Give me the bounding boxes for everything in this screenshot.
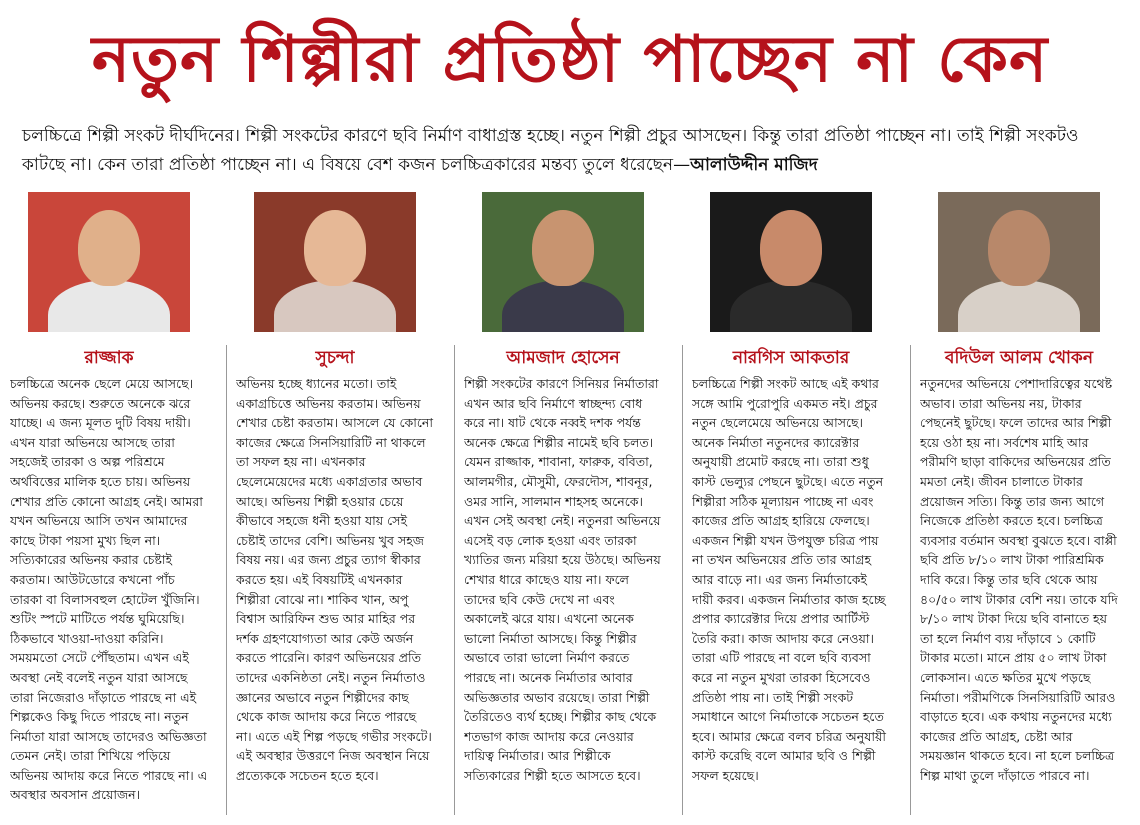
column-text: শিল্পী সংকটের কারণে সিনিয়র নির্মাতারা এখন আর ছবি নির্মাণে স্বাচ্ছন্দ্য বোধ করে না। ষাট থেকে নব্বই দশক পর্যন্ত অনেক ক্ষেত্রে শিল্পীর নামেই ছবি চলত। যেমন রাজ্জাক, শাবানা, ফারুক, ববিতা, আলমগীর, মৌসুমী, ফেরদৌস, শাবনূর, ওমর সানি, সালমান শাহসহ অনেকে। এখন সেই অবস্থা নেই। নতুনরা অভিনয়ে এসেই বড় লোক হওয়া এবং তারকা খ্যাতির জন্য মরিয়া হয়ে উঠছে। অভিনয় শেখার ধারে কাছেও যায় না। ফলে তাদের ছবি কেউ দেখে না এবং অকালেই ঝরে যায়। এখনো অনেক ভালো নির্মাতা আসছে। কিন্তু শিল্পীর অভাবে তারা ভালো নির্মাণ করতে পারছে না। অনেক নির্মাতার আবার অভিজ্ঞতার অভাব রয়েছে। তারা শিল্পী তৈরিতেও ব্যর্থ হচ্ছে। শিল্পীর কাছ থেকে শতভাগ কাজ আদায় করে নেওয়ার দায়িত্ব নির্মাতার। আর শিল্পীকে সত্যিকারের শিল্পী হতে আসতে হবে। — [464, 376, 661, 783]
column-badiul-alam-khokon — [920, 192, 1118, 814]
intro-text: চলচ্চিত্রে শিল্পী সংকট দীর্ঘদিনের। শিল্পী সংকটের কারণে ছবি নির্মাণ বাধাগ্রস্ত হচ্ছে। নতুন শিল্পী প্রচুর আসছেন। কিন্তু তারা প্রতিষ্ঠা পাচ্ছেন না। তাই শিল্পী সংকটও কাটছে না। কেন তারা প্রতিষ্ঠা পাচ্ছেন না। এ বিষয়ে বেশ কজন চলচ্চিত্রকারের মন্তব্য তুলে ধরেছেন— — [22, 126, 1079, 175]
portrait-photo — [938, 192, 1100, 332]
column-text: নতুনদের অভিনয়ে পেশাদারিত্বের যথেষ্ট অভাব। তারা অভিনয় নয়, টাকার পেছনেই ছুটছে। ফলে তাদের আর শিল্পী হয়ে ওঠা হয় না। সর্বশেষ মাহি আর পরীমণি ছাড়া বাকিদের অভিনয়ের প্রতি মমতা নেই। জীবন চালাতে টাকার প্রয়োজন সত্যি। কিন্তু তার জন্য আগে নিজেকে প্রতিষ্ঠা করতে হবে। চলচ্চিত্র ব্যবসার বর্তমান অবস্থা বুঝতে হবে। বাপ্পী ছবি প্রতি ৮/১০ লাখ টাকা পারিশ্রমিক দাবি করে। কিন্তু তার ছবি থেকে আয় ৪০/৫০ লাখ টাকার বেশি নয়। তাকে যদি ৮/১০ লাখ টাকা দিয়ে ছবি বানাতে হয় তা হলে নির্মাণ ব্যয় দাঁড়াবে ১ কোটি টাকার মতো। মানে প্রায় ৫০ লাখ টাকা লোকসান। এতে ক্ষতির মুখে পড়ছে নির্মাতা। পরীমণিকে সিনসিয়ারিটি আরও বাড়াতে হবে। এক কথায় নতুনদের মধ্যে কাজের প্রতি আগ্রহ, চেষ্টা আর সময়জ্ঞান থাকতে হবে। না হলে চলচ্চিত্র শিল্প মাথা তুলে দাঁড়াতে পারবে না। — [920, 376, 1118, 783]
headline: নতুন শিল্পীরা প্রতিষ্ঠা পাচ্ছেন না কেন — [91, 23, 1049, 97]
column-nargis-akter — [692, 192, 890, 814]
column-text: অভিনয় হচ্ছে ধ্যানের মতো। তাই একাগ্রচিত্তে অভিনয় করতাম। অভিনয় শেখার চেষ্টা করতাম। আসলে যে কোনো কাজের ক্ষেত্রে সিনসিয়ারিটি না থাকলে তা সফল হয় না। এখনকার ছেলেমেয়েদের মধ্যে একাগ্রতার অভাব আছে। অভিনয় শিল্পী হওয়ার চেয়ে কীভাবে সহজে ধনী হওয়া যায় সেই চেষ্টাই তাদের বেশি। অভিনয় খুব সহজ বিষয় নয়। এর জন্য প্রচুর ত্যাগ স্বীকার করতে হয়। এই বিষয়টিই এখনকার শিল্পীরা বোঝে না। শাকিব খান, অপু বিশ্বাস আরিফিন শুভ আর মাহির পর দর্শক গ্রহণযোগ্যতা আর কেউ অর্জন করতে পারেনি। কারণ অভিনয়ের প্রতি তাদের একনিষ্ঠতা নেই। নতুন নির্মাতাও জ্ঞানের অভাবে নতুন শিল্পীদের কাছ থেকে কাজ আদায় করে নিতে পারছে না। এতে এই শিল্প পড়ছে গভীর সংকটে। এই অবস্থার উত্তরণে নিজ অবস্থান নিয়ে প্রত্যেককে সচেতন হতে হবে। — [236, 376, 434, 783]
column-text: চলচ্চিত্রে শিল্পী সংকট আছে এই কথার সঙ্গে আমি পুরোপুরি একমত নই। প্রচুর নতুন ছেলেমেয়ে অভিনয়ে আসছে। অনেক নির্মাতা নতুনদের ক্যারেক্টার অনুযায়ী প্রমোট করছে না। তারা শুধু কাস্ট ভেল্যুর পেছনে ছুটছে। এতে নতুন শিল্পীরা সঠিক মূল্যায়ন পাচ্ছে না এবং কাজের প্রতি আগ্রহ হারিয়ে ফেলছে। একজন শিল্পী যখন উপযুক্ত চরিত্র পায় না তখন অভিনয়ের প্রতি তার আগ্রহ আর বাড়ে না। এর জন্য নির্মাতাকেই দায়ী করব। একজন নির্মাতার কাজ হচ্ছে প্রপার ক্যারেক্টার দিয়ে প্রপার আর্টিস্ট তৈরি করা। কাজ আদায় করে নেওয়া। তারা এটি পারছে না বলে ছবি ব্যবসা করে না নতুন মুখরা তারকা হিসেবেও প্রতিষ্ঠা পায় না। তাই শিল্পী সংকট সমাধানে আগে নির্মাতাকে সচেতন হতে হবে। আমার ক্ষেত্রে বলব চরিত্র অনুযায়ী কাস্ট করেছি বলে আমার ছবি ও শিল্পী সফল হয়েছে। — [692, 376, 886, 783]
column-text: চলচ্চিত্রে অনেক ছেলে মেয়ে আসছে। অভিনয় করছে। শুরুতে অনেকে ঝরে যাচ্ছে। এ জন্য মূলত দুটি বিষয় দায়ী। এখন যারা অভিনয়ে আসছে তারা সহজেই তারকা ও অল্প পরিশ্রমে অর্থবিত্তের মালিক হতে চায়। অভিনয় শেখার প্রতি কোনো আগ্রহ নেই। আমরা যখন অভিনয়ে আসি তখন আমাদের কাছে টাকা পয়সা মুখ্য ছিল না। সত্যিকারের অভিনয় করার চেষ্টাই করতাম। আউটডোরে কখনো পাঁচ তারকা বা বিলাসবহুল হোটেল খুঁজিনি। শুটিং স্পটে মাটিতে পর্যন্ত ঘুমিয়েছি। ঠিকভাবে খাওয়া-দাওয়া করিনি। সময়মতো সেটে পৌঁছতাম। এখন এই অবস্থা নেই বলেই নতুন যারা আসছে তারা নিজেরাও দাঁড়াতে পারছে না এই শিল্পকেও কিছু দিতে পারছে না। নতুন নির্মাতা যারা আসছে তাদেরও অভিজ্ঞতা তেমন নেই। তারা শিখিয়ে পড়িয়ে অভিনয় আদায় করে নিতে পারছে না। এ অবস্থার অবসান প্রয়োজন। — [10, 376, 208, 803]
column-divider — [682, 345, 683, 815]
column-suchanda — [236, 192, 434, 814]
column-amjad-hossain — [464, 192, 662, 814]
column-divider — [454, 345, 455, 815]
intro-paragraph — [22, 122, 1122, 180]
column-divider — [910, 345, 911, 815]
person-name: আমজাদ হোসেন — [506, 348, 620, 368]
person-name: বদিউল আলম খোকন — [945, 348, 1093, 368]
portrait-photo — [254, 192, 416, 332]
column-divider — [226, 345, 227, 815]
portrait-photo — [710, 192, 872, 332]
column-razzak — [10, 192, 208, 814]
person-name: রাজ্জাক — [84, 348, 134, 368]
person-name: নারগিস আকতার — [732, 348, 850, 368]
portrait-photo — [28, 192, 190, 332]
person-name: সুচন্দা — [315, 348, 355, 368]
portrait-photo — [482, 192, 644, 332]
byline: আলাউদ্দীন মাজিদ — [690, 155, 818, 175]
